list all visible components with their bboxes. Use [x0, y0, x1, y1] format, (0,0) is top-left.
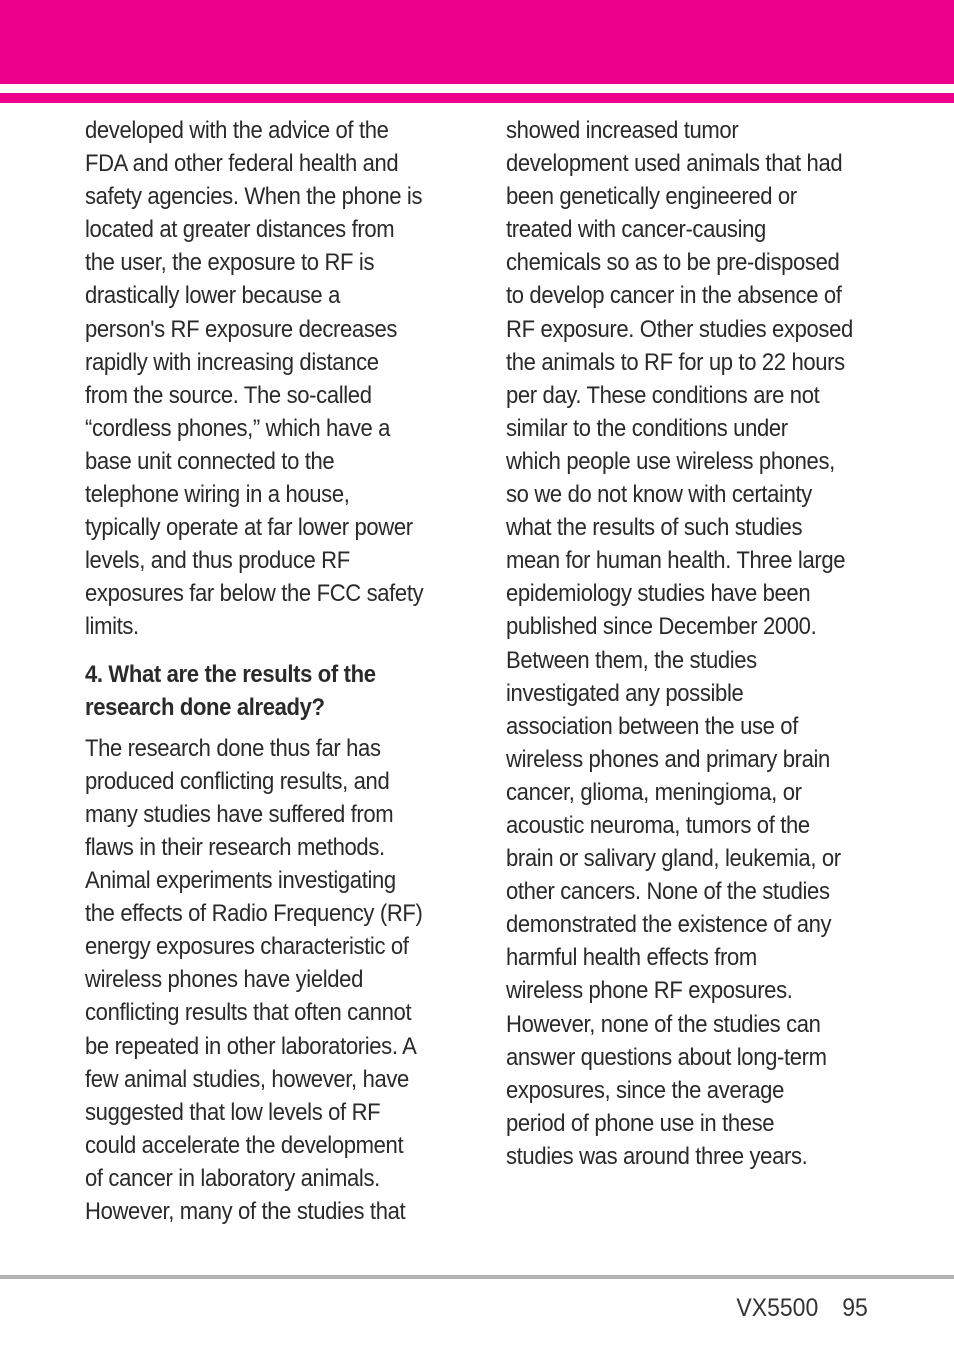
text-line: RF exposure. Other studies exposed	[506, 315, 853, 343]
text-line: However, many of the studies that	[85, 1198, 406, 1225]
text-line: exposures, since the average	[506, 1076, 784, 1104]
text-line: few animal studies, however, have	[85, 1065, 409, 1093]
text-line: studies was around three years.	[506, 1142, 808, 1170]
text-line: similar to the conditions under	[506, 414, 788, 442]
text-line: levels, and thus produce RF	[85, 547, 350, 575]
text-line: The research done thus far has	[85, 734, 381, 762]
text-line: person's RF exposure decreases	[85, 315, 398, 343]
text-line: typically operate at far lower power	[85, 514, 413, 542]
right-paragraph-1	[506, 114, 868, 1173]
section-heading	[85, 658, 445, 724]
text-line: flaws in their research methods.	[85, 833, 385, 861]
text-line: limits.	[85, 613, 139, 641]
text-line: many studies have suffered from	[85, 800, 394, 828]
text-line: conflicting results that often cannot	[85, 999, 412, 1027]
text-line: be repeated in other laboratories. A	[85, 1032, 417, 1060]
text-line: the animals to RF for up to 22 hours	[506, 348, 845, 376]
left-paragraph-2	[85, 732, 445, 1228]
text-line: demonstrated the existence of any	[506, 911, 832, 939]
text-line: safety agencies. When the phone is	[85, 183, 423, 211]
text-line: drastically lower because a	[85, 282, 341, 310]
text-line: treated with cancer-causing	[506, 216, 766, 244]
text-line: answer questions about long-term	[506, 1043, 827, 1071]
text-line: association between the use of	[506, 712, 798, 740]
text-line: developed with the advice of the	[85, 117, 389, 144]
text-line: to develop cancer in the absence of	[506, 282, 842, 310]
text-line: what the results of such studies	[506, 514, 803, 542]
text-line: exposures far below the FCC safety	[85, 580, 424, 608]
left-column	[85, 114, 445, 1228]
header-bar	[0, 0, 954, 84]
text-line: which people use wireless phones,	[506, 447, 835, 475]
text-line: suggested that low levels of RF	[85, 1098, 381, 1126]
heading-line: 4. What are the results of the	[85, 660, 376, 688]
text-line: epidemiology studies have been	[506, 580, 811, 608]
text-line: located at greater distances from	[85, 216, 395, 244]
text-line: the user, the exposure to RF is	[85, 249, 375, 277]
header-rule	[0, 93, 954, 103]
text-line: mean for human health. Three large	[506, 547, 846, 575]
text-line: could accelerate the development	[85, 1131, 404, 1159]
text-line: “cordless phones,” which have a	[85, 414, 391, 442]
text-line: harmful health effects from	[506, 944, 757, 972]
text-line: energy exposures characteristic of	[85, 933, 409, 961]
text-line: of cancer in laboratory animals.	[85, 1164, 380, 1192]
left-paragraph-1	[85, 114, 445, 644]
text-line: wireless phones and primary brain	[506, 745, 830, 773]
text-line: the effects of Radio Frequency (RF)	[85, 900, 423, 928]
text-line: cancer, glioma, meningioma, or	[506, 778, 802, 806]
text-line: acoustic neuroma, tumors of the	[506, 811, 810, 839]
text-line: However, none of the studies can	[506, 1010, 821, 1038]
text-line: chemicals so as to be pre-disposed	[506, 249, 840, 277]
text-line: telephone wiring in a house,	[85, 481, 350, 509]
text-line: other cancers. None of the studies	[506, 878, 830, 906]
model-name: VX5500	[736, 1294, 819, 1322]
text-line: so we do not know with certainty	[506, 481, 812, 509]
page-number: 95	[842, 1294, 868, 1322]
text-line: FDA and other federal health and	[85, 150, 399, 178]
text-line: base unit connected to the	[85, 447, 335, 475]
text-line: Animal experiments investigating	[85, 867, 396, 895]
text-line: from the source. The so-called	[85, 381, 372, 409]
text-line: period of phone use in these	[506, 1109, 775, 1137]
text-line: rapidly with increasing distance	[85, 348, 379, 376]
text-line: per day. These conditions are not	[506, 381, 820, 409]
text-line: showed increased tumor	[506, 117, 739, 144]
text-line: brain or salivary gland, leukemia, or	[506, 845, 841, 873]
text-line: development used animals that had	[506, 150, 843, 178]
page-footer	[737, 1294, 868, 1323]
text-line: investigated any possible	[506, 679, 744, 707]
text-line: been genetically engineered or	[506, 183, 797, 211]
text-line: published since December 2000.	[506, 613, 817, 641]
heading-line: research done already?	[85, 693, 325, 721]
text-line: wireless phones have yielded	[85, 966, 363, 994]
right-column	[506, 114, 868, 1173]
text-line: Between them, the studies	[506, 646, 757, 674]
text-line: wireless phone RF exposures.	[506, 977, 793, 1005]
footer-rule	[0, 1275, 954, 1279]
text-line: produced conflicting results, and	[85, 767, 390, 795]
